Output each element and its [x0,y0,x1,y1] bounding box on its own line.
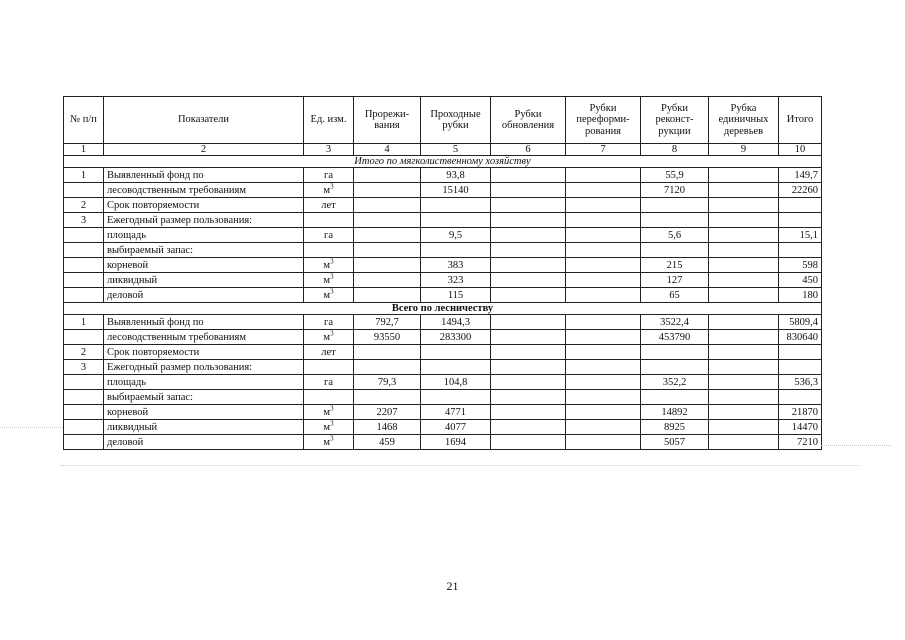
cell-single-tree [709,375,779,390]
cell-passage: 383 [421,258,491,273]
section-title: Итого по мягколиственному хозяйству [64,156,822,168]
cell-thinning [354,345,421,360]
cell-total: 5809,4 [779,315,822,330]
cell-renewal [491,360,566,375]
cell-thinning [354,183,421,198]
unit-superscript: 3 [330,257,334,266]
cell-reconstruction [641,390,709,405]
header-renewal-cuttings: Рубки обновления [491,97,566,144]
cell-reforming [566,198,641,213]
cell-single-tree [709,228,779,243]
row-label: деловой [104,288,304,303]
column-number: 7 [566,144,641,156]
table-row [64,258,822,273]
section-title: Всего по лесничеству [64,303,822,315]
row-label: площадь [104,228,304,243]
row-unit [304,420,354,435]
cell-total: 149,7 [779,168,822,183]
cell-renewal [491,228,566,243]
table-row [64,435,822,450]
cell-single-tree [709,405,779,420]
cell-single-tree [709,360,779,375]
cell-reconstruction: 3522,4 [641,315,709,330]
cell-thinning [354,243,421,258]
cell-reforming [566,183,641,198]
row-number [64,183,104,198]
cell-total: 7210 [779,435,822,450]
cell-single-tree [709,420,779,435]
header-unit: Ед. изм. [304,97,354,144]
cell-thinning [354,360,421,375]
row-number [64,330,104,345]
cell-single-tree [709,198,779,213]
cell-renewal [491,330,566,345]
cell-thinning [354,390,421,405]
cell-reconstruction [641,198,709,213]
cell-reconstruction: 352,2 [641,375,709,390]
cell-passage [421,198,491,213]
row-unit [304,213,354,228]
cell-single-tree [709,288,779,303]
unit-text: м [323,259,331,271]
cell-passage: 104,8 [421,375,491,390]
cell-single-tree [709,243,779,258]
row-label: деловой [104,435,304,450]
row-unit [304,243,354,258]
unit-superscript: 3 [330,419,334,428]
unit-superscript: 3 [330,329,334,338]
table-row [64,228,822,243]
row-number [64,405,104,420]
row-unit [304,405,354,420]
cell-thinning: 2207 [354,405,421,420]
cell-total: 21870 [779,405,822,420]
row-unit [304,273,354,288]
unit-text: га [324,229,333,241]
cell-total: 598 [779,258,822,273]
cell-single-tree [709,390,779,405]
cell-thinning: 459 [354,435,421,450]
table-row [64,273,822,288]
cell-passage [421,213,491,228]
row-unit [304,435,354,450]
cell-single-tree [709,258,779,273]
cell-reforming [566,315,641,330]
cell-reconstruction: 215 [641,258,709,273]
unit-superscript: 3 [330,272,334,281]
row-label: Выявленный фонд по [104,315,304,330]
unit-text: лет [321,199,336,211]
row-label: выбираемый запас: [104,243,304,258]
cell-total [779,390,822,405]
cell-renewal [491,405,566,420]
row-unit [304,168,354,183]
row-unit [304,228,354,243]
row-number [64,288,104,303]
row-label: выбираемый запас: [104,390,304,405]
cell-total [779,345,822,360]
unit-text: га [324,316,333,328]
table-row [64,168,822,183]
unit-text: м [323,436,331,448]
table-header-row [64,97,822,144]
header-passage-cuttings: Проходные рубки [421,97,491,144]
cell-passage: 1694 [421,435,491,450]
cell-thinning [354,288,421,303]
cell-total [779,360,822,375]
cell-reforming [566,345,641,360]
cell-reconstruction [641,360,709,375]
table-row [64,243,822,258]
cell-reconstruction: 65 [641,288,709,303]
row-label: Срок повторяемости [104,345,304,360]
row-unit [304,375,354,390]
row-label: Ежегодный размер пользования: [104,360,304,375]
cell-thinning: 79,3 [354,375,421,390]
row-label: Срок повторяемости [104,198,304,213]
cell-passage [421,390,491,405]
cell-thinning [354,228,421,243]
page-number: 21 [446,579,459,593]
cell-renewal [491,390,566,405]
row-unit [304,288,354,303]
cell-thinning [354,198,421,213]
cell-thinning: 1468 [354,420,421,435]
scan-artifact-line [821,445,891,446]
cell-total: 450 [779,273,822,288]
table-row [64,198,822,213]
row-number [64,243,104,258]
cell-single-tree [709,168,779,183]
table-row [64,405,822,420]
column-number: 9 [709,144,779,156]
cell-reconstruction: 55,9 [641,168,709,183]
unit-text: га [324,169,333,181]
cell-reforming [566,360,641,375]
column-number: 8 [641,144,709,156]
cell-reforming [566,288,641,303]
row-number [64,228,104,243]
cell-passage: 115 [421,288,491,303]
row-unit [304,183,354,198]
cell-passage [421,345,491,360]
column-number: 5 [421,144,491,156]
cell-renewal [491,213,566,228]
unit-text: м [323,274,331,286]
table-row [64,360,822,375]
cell-total [779,243,822,258]
cell-single-tree [709,273,779,288]
forestry-table [63,96,822,450]
header-reforming-cuttings: Рубки переформи-рования [566,97,641,144]
row-label: Ежегодный размер пользования: [104,213,304,228]
cell-passage [421,360,491,375]
cell-total: 180 [779,288,822,303]
cell-renewal [491,420,566,435]
row-number [64,420,104,435]
cell-passage [421,243,491,258]
cell-reconstruction [641,345,709,360]
cell-total: 14470 [779,420,822,435]
cell-reforming [566,243,641,258]
cell-renewal [491,273,566,288]
header-num: № п/п [64,97,104,144]
row-number: 2 [64,198,104,213]
cell-reconstruction: 5,6 [641,228,709,243]
scan-artifact-line [60,465,860,466]
unit-superscript: 3 [330,404,334,413]
cell-total [779,198,822,213]
cell-reforming [566,435,641,450]
row-unit [304,390,354,405]
cell-total: 22260 [779,183,822,198]
unit-text: м [323,331,331,343]
column-number: 1 [64,144,104,156]
cell-single-tree [709,345,779,360]
column-number: 4 [354,144,421,156]
cell-passage: 4077 [421,420,491,435]
cell-single-tree [709,213,779,228]
row-number [64,273,104,288]
header-total: Итого [779,97,822,144]
cell-reforming [566,228,641,243]
cell-single-tree [709,435,779,450]
cell-reforming [566,375,641,390]
header-indicator: Показатели [104,97,304,144]
cell-renewal [491,435,566,450]
cell-passage: 283300 [421,330,491,345]
row-number [64,435,104,450]
header-reconstruction-cuttings: Рубки реконст-рукции [641,97,709,144]
row-label: лесоводственным требованиям [104,330,304,345]
column-number: 3 [304,144,354,156]
section-row [64,156,822,168]
cell-reforming [566,420,641,435]
column-number: 10 [779,144,822,156]
row-number: 2 [64,345,104,360]
cell-reforming [566,390,641,405]
cell-renewal [491,345,566,360]
table-row [64,288,822,303]
row-unit [304,360,354,375]
table-row [64,375,822,390]
cell-thinning [354,258,421,273]
unit-text: м [323,184,331,196]
row-unit [304,315,354,330]
scan-artifact-line [0,427,63,428]
unit-superscript: 3 [330,287,334,296]
row-label: корневой [104,405,304,420]
cell-passage: 4771 [421,405,491,420]
cell-renewal [491,258,566,273]
table-row [64,330,822,345]
cell-reforming [566,168,641,183]
cell-reconstruction: 5057 [641,435,709,450]
cell-single-tree [709,183,779,198]
unit-superscript: 3 [330,434,334,443]
table-row [64,420,822,435]
cell-reforming [566,213,641,228]
cell-reconstruction: 8925 [641,420,709,435]
row-number: 3 [64,213,104,228]
table-row [64,315,822,330]
cell-renewal [491,375,566,390]
cell-passage: 15140 [421,183,491,198]
cell-reconstruction [641,243,709,258]
table-row [64,390,822,405]
row-number [64,258,104,273]
cell-renewal [491,198,566,213]
cell-thinning [354,168,421,183]
row-label: площадь [104,375,304,390]
cell-renewal [491,288,566,303]
cell-total: 536,3 [779,375,822,390]
unit-text: лет [321,346,336,358]
cell-reforming [566,330,641,345]
row-label: ликвидный [104,273,304,288]
unit-superscript: 3 [330,182,334,191]
cell-renewal [491,243,566,258]
row-number [64,375,104,390]
cell-thinning: 792,7 [354,315,421,330]
cell-passage: 323 [421,273,491,288]
column-number: 2 [104,144,304,156]
row-number: 1 [64,168,104,183]
table-row [64,345,822,360]
cell-thinning [354,213,421,228]
row-unit [304,258,354,273]
cell-single-tree [709,330,779,345]
row-label: ликвидный [104,420,304,435]
header-single-tree-cutting: Рубка единичных деревьев [709,97,779,144]
cell-reconstruction: 7120 [641,183,709,198]
row-number: 1 [64,315,104,330]
cell-thinning: 93550 [354,330,421,345]
cell-passage: 9,5 [421,228,491,243]
column-number-row [64,144,822,156]
row-number [64,390,104,405]
cell-passage: 1494,3 [421,315,491,330]
cell-reconstruction [641,213,709,228]
cell-reforming [566,405,641,420]
cell-renewal [491,168,566,183]
cell-total: 830640 [779,330,822,345]
cell-passage: 93,8 [421,168,491,183]
row-label: корневой [104,258,304,273]
row-label: лесоводственным требованиям [104,183,304,198]
row-unit [304,345,354,360]
row-unit [304,330,354,345]
cell-renewal [491,315,566,330]
unit-text: м [323,289,331,301]
cell-reconstruction: 127 [641,273,709,288]
unit-text: га [324,376,333,388]
unit-text: м [323,406,331,418]
row-number: 3 [64,360,104,375]
cell-reforming [566,258,641,273]
cell-reconstruction: 14892 [641,405,709,420]
cell-total: 15,1 [779,228,822,243]
section-row [64,303,822,315]
table-row [64,213,822,228]
cell-reforming [566,273,641,288]
row-label: Выявленный фонд по [104,168,304,183]
column-number: 6 [491,144,566,156]
row-unit [304,198,354,213]
header-thinning: Прорежи-вания [354,97,421,144]
cell-reconstruction: 453790 [641,330,709,345]
cell-total [779,213,822,228]
cell-renewal [491,183,566,198]
cell-thinning [354,273,421,288]
table-row [64,183,822,198]
cell-single-tree [709,315,779,330]
unit-text: м [323,421,331,433]
